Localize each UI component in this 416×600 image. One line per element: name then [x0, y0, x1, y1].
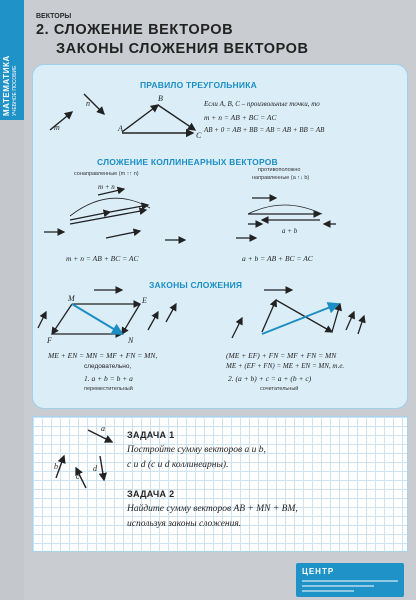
laws-left-formula: ME + EN = MN = MF + FN = MN, — [48, 351, 158, 360]
codirected-caption: сонаправленные (m ↑↑ n) — [74, 171, 139, 177]
collinear-title: СЛОЖЕНИЕ КОЛЛИНЕАРНЫХ ВЕКТОРОВ — [97, 157, 278, 167]
topic-label: ВЕКТОРЫ — [36, 13, 72, 20]
laws-right-formula-1: (ME + EF) + FN = MF + FN = MN — [226, 351, 337, 360]
laws-title: ЗАКОНЫ СЛОЖЕНИЯ — [149, 280, 243, 290]
task-vec-d-label: d — [93, 464, 97, 473]
task-1-line-1: Постройте сумму векторов a и b, — [127, 445, 266, 455]
opposite-caption-1: противоположно — [258, 167, 301, 173]
point-f-label: F — [47, 336, 52, 345]
task-vec-a-label: a — [101, 424, 105, 433]
task-2-line-2: используя законы сложения. — [127, 519, 242, 529]
collinear-formula-right: a + b = AB + BC = AC — [242, 254, 313, 263]
task-2-line-1: Найдите сумму векторов AB + MN + BM, — [127, 504, 298, 514]
task-1-heading: ЗАДАЧА 1 — [127, 430, 175, 440]
triangle-formula-1: m + n = AB + BC = AC — [204, 113, 277, 122]
subject-tab — [0, 0, 24, 120]
point-a-label: A — [118, 124, 123, 133]
vec-m-label: m — [54, 123, 60, 132]
associative-law: 2. (a + b) + c = a + (b + c) — [228, 374, 312, 383]
triangle-formula-2: AB + 0 = AB + BB = AB = AB + BB = AB — [204, 126, 325, 134]
task-panel — [32, 416, 408, 552]
vec-n-label: n — [86, 99, 90, 108]
commutative-law: 1. a + b = b + a — [84, 374, 133, 383]
collinear-formula-left: m + n = AB + BC = AC — [66, 254, 139, 263]
associative-caption: сочетательный — [260, 386, 299, 392]
task-vec-b-label: b — [54, 462, 58, 471]
laws-right-formula-2: ME + (EF + FN) = ME + EN = MN, т.е. — [226, 362, 345, 370]
page-title: 2. СЛОЖЕНИЕ ВЕКТОРОВ — [36, 22, 234, 38]
subject-subtitle: УЧЕБНОЕ ПОСОБИЕ — [12, 65, 18, 116]
triangle-rule-title: ПРАВИЛО ТРЕУГОЛЬНИКА — [140, 80, 257, 90]
point-m-label: M — [68, 294, 75, 303]
triangle-statement: Если A, B, C – произвольные точки, то — [204, 100, 320, 108]
subject-label — [2, 0, 19, 116]
point-e-label: E — [142, 296, 147, 305]
commutative-caption: переместительный — [84, 386, 133, 392]
sum-label-left: m + n — [98, 183, 115, 191]
publisher-logo — [296, 563, 404, 597]
sidebar — [0, 0, 24, 600]
task-vec-c-label: c — [76, 472, 80, 481]
point-c-label: C — [196, 131, 202, 140]
task-1-line-2: c и d (c и d коллинеарны). — [127, 460, 229, 470]
publisher-logo-text: ЦЕНТР — [302, 567, 335, 576]
subject-title: МАТЕМАТИКА — [2, 55, 11, 116]
laws-left-conclusion: следовательно, — [84, 363, 132, 370]
page-subtitle: ЗАКОНЫ СЛОЖЕНИЯ ВЕКТОРОВ — [56, 41, 309, 57]
opposite-caption-2: направленные (a ↑↓ b) — [252, 175, 310, 181]
sum-label-right: a + b — [282, 227, 298, 235]
point-b-label: B — [158, 94, 163, 103]
task-2-heading: ЗАДАЧА 2 — [127, 489, 175, 499]
point-n-label: N — [128, 336, 134, 345]
